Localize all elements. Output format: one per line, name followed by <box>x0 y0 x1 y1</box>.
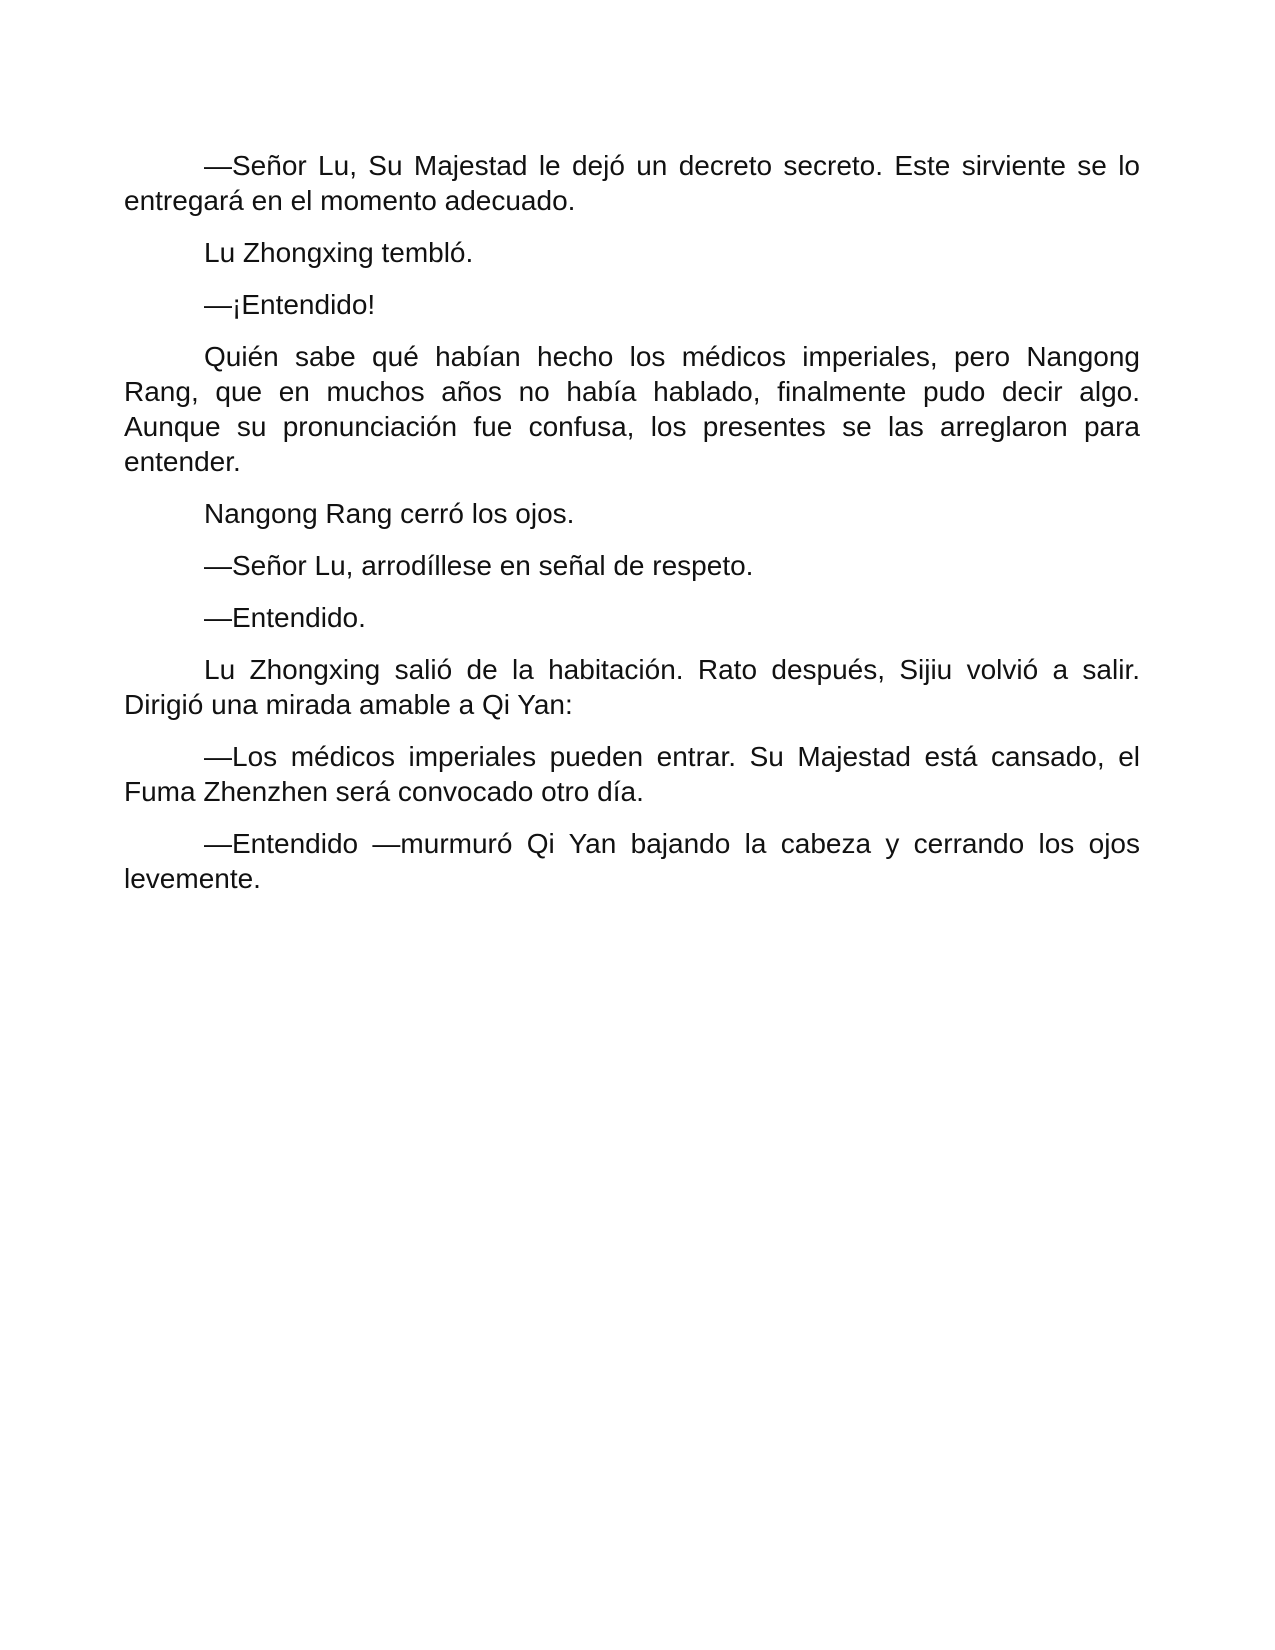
paragraph-9: —Los médicos imperiales pueden entrar. Su Majestad está cansado, el Fuma Zhenzhen será convocado otro día. <box>124 741 1140 807</box>
paragraph-7: —Entendido. <box>204 602 366 633</box>
paragraph-5: Nangong Rang cerró los ojos. <box>204 498 575 529</box>
paragraph-10: —Entendido —murmuró Qi Yan bajando la cabeza y cerrando los ojos levemente. <box>124 828 1140 894</box>
document-body <box>124 148 1140 913</box>
paragraph-8: Lu Zhongxing salió de la habitación. Rato después, Sijiu volvió a salir. Dirigió una mirada amable a Qi Yan: <box>124 654 1140 720</box>
paragraph-4: Quién sabe qué habían hecho los médicos imperiales, pero Nangong Rang, que en muchos años no había hablado, finalmente pudo decir algo. Aunque su pronunciación fue confusa, los presentes se las arreglaron para entender. <box>124 341 1140 477</box>
paragraph-1: —Señor Lu, Su Majestad le dejó un decreto secreto. Este sirviente se lo entregará en el momento adecuado. <box>124 150 1140 216</box>
paragraph-6: —Señor Lu, arrodíllese en señal de respeto. <box>204 550 754 581</box>
paragraph-3: —¡Entendido! <box>204 289 376 320</box>
paragraph-2: Lu Zhongxing tembló. <box>204 237 474 268</box>
